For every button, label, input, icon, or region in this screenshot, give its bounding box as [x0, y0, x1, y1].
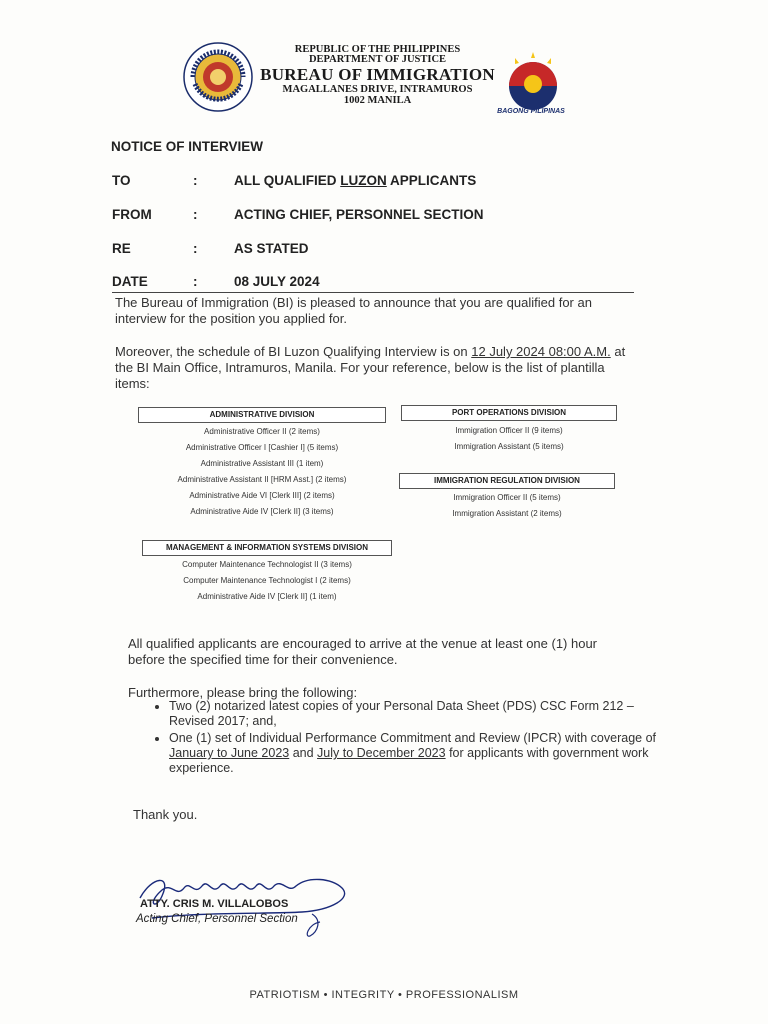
footer-motto: PATRIOTISM • INTEGRITY • PROFESSIONALISM [249, 989, 519, 1001]
signatory-position: Acting Chief, Personnel Section [136, 913, 298, 925]
to-label: TO [112, 173, 131, 188]
notice-title: NOTICE OF INTERVIEW [111, 139, 264, 154]
department-line: DEPARTMENT OF JUSTICE [308, 54, 447, 65]
bureau-seal [183, 42, 253, 112]
schedule-paragraph: Moreover, the schedule of BI Luzon Qualifying Interview is on 12 July 2024 08:00 A.M. at the BI Main Office, Intramuros, Manila. For your reference, below is the list of plantilla items: [115, 344, 626, 391]
list-item: Administrative Aide VI [Clerk III] (2 items) [189, 491, 335, 500]
closing: Thank you. [133, 807, 198, 822]
header-divider [112, 292, 634, 293]
address-line-1: MAGALLANES DRIVE, INTRAMUROS [282, 84, 473, 95]
requirements-intro: Furthermore, please bring the following: [128, 685, 358, 700]
republic-line: REPUBLIC OF THE PHILIPPINES [294, 44, 461, 55]
date-value: 08 JULY 2024 [234, 274, 320, 289]
list-item: Immigration Officer II (9 items) [455, 426, 563, 435]
bureau-name: BUREAU OF IMMIGRATION [260, 65, 495, 84]
to-value: ALL QUALIFIED LUZON APPLICANTS [234, 173, 477, 188]
bagong-pilipinas-caption: BAGONG PILIPINAS [497, 108, 565, 115]
colon: : [193, 207, 198, 222]
list-item: Immigration Assistant (5 items) [454, 442, 564, 451]
address-line-2: 1002 MANILA [343, 95, 412, 106]
arrival-paragraph: All qualified applicants are encouraged to arrive at the venue at least one (1) hour before the specified time for their convenience. [128, 636, 598, 667]
re-value: AS STATED [234, 241, 309, 256]
list-item: Immigration Assistant (2 items) [452, 509, 562, 518]
list-item: Administrative Aide IV [Clerk II] (3 items) [190, 507, 334, 516]
list-item: Administrative Assistant II [HRM Asst.] (2 items) [177, 475, 347, 484]
list-item: Administrative Officer II (2 items) [204, 427, 320, 436]
port-division-list [401, 423, 617, 455]
colon: : [193, 241, 198, 256]
ird-division-list [399, 490, 615, 522]
requirements-list [127, 699, 679, 778]
list-item: Computer Maintenance Technologist I (2 items) [183, 576, 351, 585]
admin-division-list [138, 424, 386, 520]
date-label: DATE [112, 274, 148, 289]
port-division-header: PORT OPERATIONS DIVISION [401, 405, 617, 421]
mis-division-header: MANAGEMENT & INFORMATION SYSTEMS DIVISION [142, 540, 392, 556]
colon: : [193, 173, 198, 188]
list-item: Administrative Officer I [Cashier I] (5 items) [185, 443, 339, 452]
colon: : [193, 274, 198, 289]
mis-division-list [142, 557, 392, 605]
re-label: RE [112, 241, 131, 256]
letterhead [255, 44, 500, 106]
ird-division-header: IMMIGRATION REGULATION DIVISION [399, 473, 615, 489]
list-item: Administrative Aide IV [Clerk II] (1 item) [197, 592, 337, 601]
from-label: FROM [112, 207, 152, 222]
list-item: • Two (2) notarized latest copies of your Personal Data Sheet (PDS) CSC Form 212 – Revised 2017; and, [169, 699, 679, 729]
list-item: Administrative Assistant III (1 item) [200, 459, 324, 468]
from-value: ACTING CHIEF, PERSONNEL SECTION [234, 207, 484, 222]
list-item: Computer Maintenance Technologist II (3 items) [182, 560, 352, 569]
list-item: Immigration Officer II (5 items) [453, 493, 561, 502]
signatory-name: ATTY. CRIS M. VILLALOBOS [140, 898, 289, 910]
list-item: • One (1) set of Individual Performance Commitment and Review (IPCR) with coverage of January to June 2023 and July to December 2023 for applicants with government work experience. [169, 731, 679, 776]
intro-paragraph: The Bureau of Immigration (BI) is pleased to announce that you are qualified for an interview for the position you applied for. [115, 295, 592, 326]
admin-division-header: ADMINISTRATIVE DIVISION [138, 407, 386, 423]
